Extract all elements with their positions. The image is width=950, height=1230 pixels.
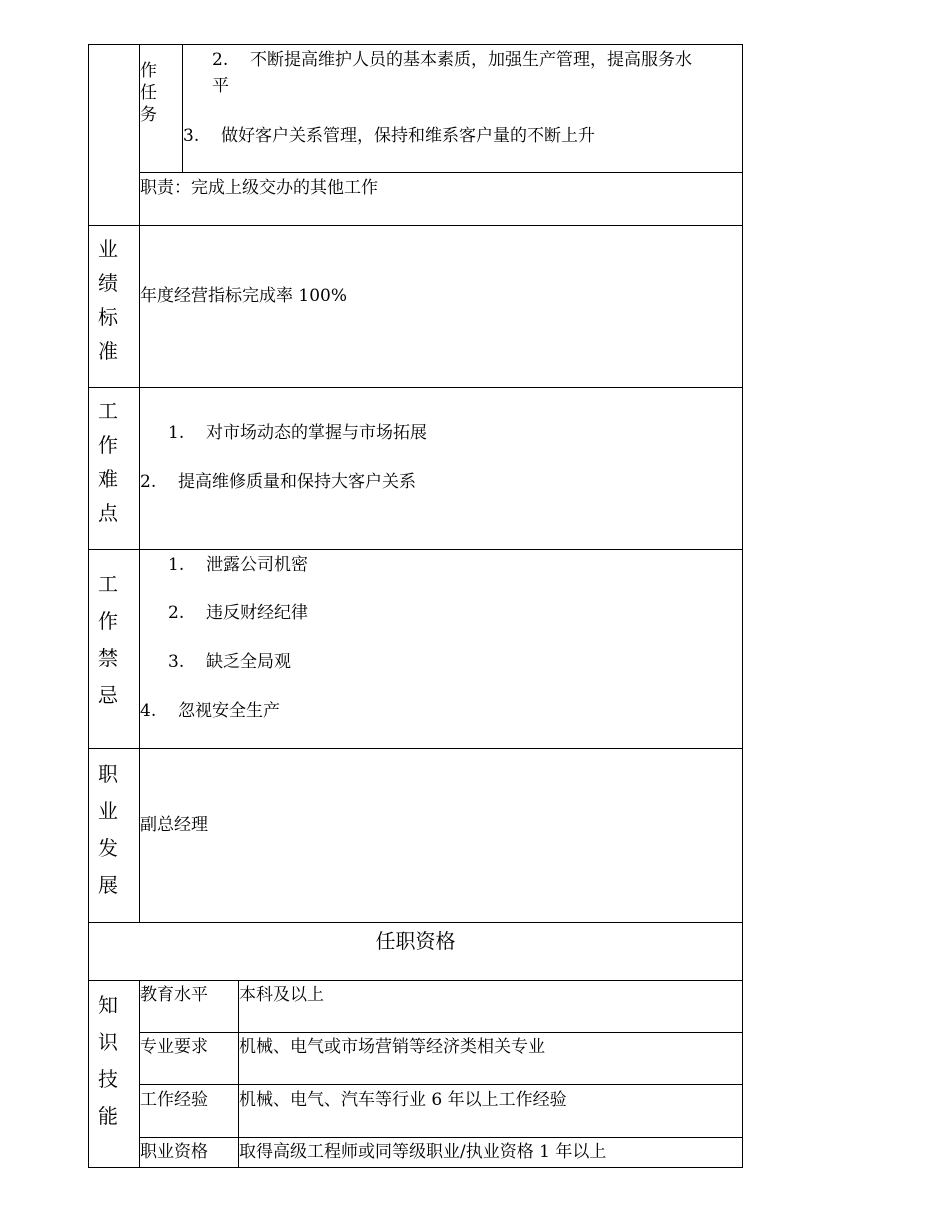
career-text: 副总经理 xyxy=(140,815,208,835)
row-divider-performance xyxy=(88,387,743,388)
knowledge-value-certification: 取得高级工程师或同等级职业/执业资格 1 年以上 xyxy=(239,1142,607,1162)
difficulty-label xyxy=(88,394,128,530)
career-label-char: 发 xyxy=(98,836,118,860)
prohibition-item-text: 泄露公司机密 xyxy=(206,555,308,575)
row-divider-tasks xyxy=(139,172,743,173)
difficulty-item-number: 1. xyxy=(168,423,185,443)
knowledge-key-experience: 工作经验 xyxy=(140,1090,208,1110)
row-divider-knowledge-2 xyxy=(139,1084,743,1085)
prohibition-item-4 xyxy=(140,699,280,723)
prohibition-item-3 xyxy=(168,650,291,674)
row-divider-qualification xyxy=(88,980,743,981)
performance-label-char: 绩 xyxy=(98,271,118,295)
task-item-3 xyxy=(183,124,595,148)
task-label-char: 务 xyxy=(140,105,157,125)
performance-label-char: 业 xyxy=(98,237,118,261)
prohibition-item-2 xyxy=(168,601,308,625)
duty-text: 职责：完成上级交办的其他工作 xyxy=(140,178,378,198)
prohibition-item-text: 缺乏全局观 xyxy=(206,652,291,672)
row-divider-difficulty xyxy=(88,549,743,550)
task-column-divider xyxy=(182,44,183,173)
career-label-char: 职 xyxy=(98,762,118,786)
performance-label-char: 标 xyxy=(98,305,118,329)
task-item-2 xyxy=(212,48,692,72)
difficulty-item-2 xyxy=(140,470,416,494)
prohibition-label-char: 忌 xyxy=(98,683,118,707)
career-label-char: 业 xyxy=(98,799,118,823)
difficulty-label-char: 难 xyxy=(98,467,118,491)
row-divider-duty xyxy=(88,225,743,226)
task-item-continuation: 平 xyxy=(212,76,229,96)
table-border-right xyxy=(742,44,743,1168)
row-divider-knowledge-3 xyxy=(139,1137,743,1138)
difficulty-item-text: 提高维修质量和保持大客户关系 xyxy=(178,472,416,492)
knowledge-label-char: 识 xyxy=(98,1030,118,1054)
knowledge-value-major: 机械、电气或市场营销等经济类相关专业 xyxy=(239,1037,545,1057)
task-item-text: 不断提高维护人员的基本素质，加强生产管理，提高服务水 xyxy=(250,50,692,70)
task-item-number: 2. xyxy=(212,50,229,70)
prohibition-item-number: 3. xyxy=(168,652,185,672)
difficulty-label-char: 作 xyxy=(98,433,118,457)
performance-label-char: 准 xyxy=(98,339,118,363)
difficulty-label-char: 点 xyxy=(98,501,118,525)
prohibition-item-text: 违反财经纪律 xyxy=(206,603,308,623)
prohibition-label xyxy=(88,566,128,714)
knowledge-key-certification: 职业资格 xyxy=(140,1142,208,1162)
table-border-top xyxy=(88,44,743,45)
knowledge-label-char: 技 xyxy=(98,1067,118,1091)
performance-text: 年度经营指标完成率 100% xyxy=(140,286,348,306)
knowledge-value-education: 本科及以上 xyxy=(239,985,324,1005)
prohibition-label-char: 禁 xyxy=(98,646,118,670)
row-divider-career xyxy=(88,922,743,923)
task-item-text: 做好客户关系管理，保持和维系客户量的不断上升 xyxy=(221,126,595,146)
qualification-header: 任职资格 xyxy=(375,929,456,953)
task-item-2-continuation xyxy=(212,74,229,98)
knowledge-label-char: 知 xyxy=(98,993,118,1017)
prohibition-item-1 xyxy=(168,553,308,577)
prohibition-item-number: 4. xyxy=(140,701,157,721)
table-border-bottom xyxy=(88,1167,743,1168)
row-divider-prohibition xyxy=(88,748,743,749)
knowledge-label xyxy=(88,987,128,1135)
difficulty-item-number: 2. xyxy=(140,472,157,492)
performance-label xyxy=(88,232,128,368)
career-label-char: 展 xyxy=(98,873,118,897)
task-label-char: 作 xyxy=(140,61,157,81)
career-label xyxy=(88,756,128,904)
task-item-number: 3. xyxy=(183,126,200,146)
prohibition-item-number: 1. xyxy=(168,555,185,575)
prohibition-label-char: 作 xyxy=(98,609,118,633)
prohibition-item-text: 忽视安全生产 xyxy=(178,701,280,721)
task-label xyxy=(140,60,170,126)
row-divider-knowledge-1 xyxy=(139,1032,743,1033)
knowledge-key-major: 专业要求 xyxy=(140,1037,208,1057)
prohibition-item-number: 2. xyxy=(168,603,185,623)
difficulty-item-1 xyxy=(168,421,427,445)
prohibition-label-char: 工 xyxy=(98,572,118,596)
task-label-char: 任 xyxy=(140,83,157,103)
knowledge-label-char: 能 xyxy=(98,1104,118,1128)
knowledge-key-education: 教育水平 xyxy=(140,985,208,1005)
knowledge-value-experience: 机械、电气、汽车等行业 6 年以上工作经验 xyxy=(239,1090,567,1110)
difficulty-label-char: 工 xyxy=(98,399,118,423)
difficulty-item-text: 对市场动态的掌握与市场拓展 xyxy=(206,423,427,443)
